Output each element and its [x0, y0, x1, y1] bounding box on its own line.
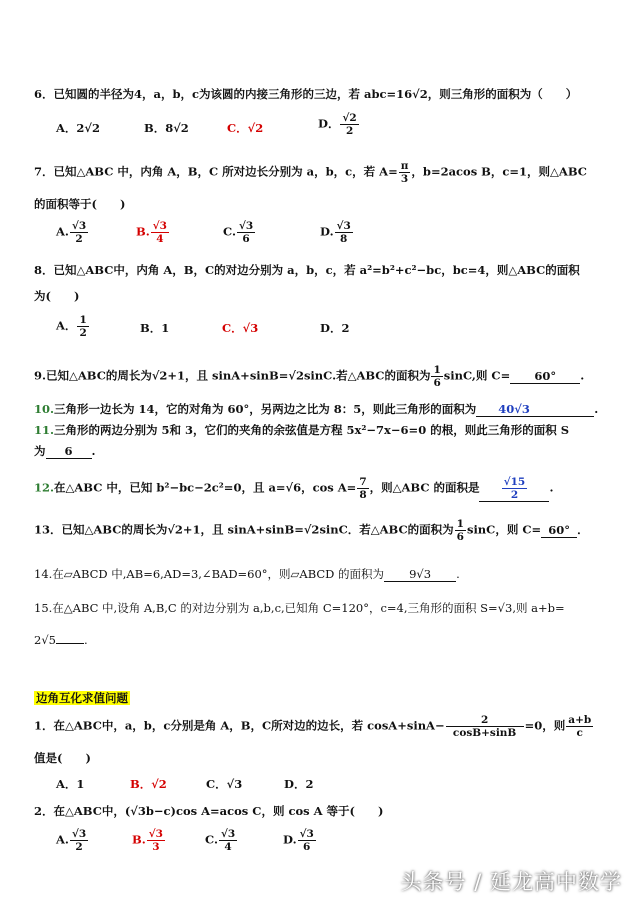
s2-option-b [132, 828, 166, 853]
q8-option-a-den: 2 [79, 327, 87, 339]
q6-option-a: A．2√2 [56, 121, 100, 135]
q15-answer: 2√5 [34, 633, 56, 647]
q7-text-b: ，b=2acos B，c=1，则△ABC [411, 164, 587, 179]
q7-option-d-label: D. [320, 224, 334, 239]
q6-option-c: C．√2 [227, 121, 264, 135]
q14-answer: 9√3 [384, 567, 456, 582]
q7-option-a-num: √3 [71, 220, 87, 232]
q7-option-b-num: √3 [152, 220, 167, 232]
q9-frac-den: 6 [433, 377, 441, 389]
q13-stem [34, 518, 589, 543]
q11-end: . [91, 444, 96, 458]
q11-answer: 6 [46, 444, 92, 459]
q7-text-a: 7．已知△ABC 中，内角 A，B，C 所对边长分别为 a，b，c，若 A= [34, 164, 398, 179]
q6-option-d-label: D． [318, 116, 340, 131]
s2-stem: 2．在△ABC中，(√3b−c)cos A=acos C，则 cos A 等于( ) [34, 804, 384, 818]
q10-text: 三角形一边长为 14，它的对角为 60°，另两边之比为 8：5，则此三角形的面积为 [54, 402, 477, 416]
q7-option-a-den: 2 [75, 233, 83, 245]
s2-option-c-label: C. [205, 832, 218, 847]
q9-frac-num: 1 [433, 364, 441, 376]
q15-blank [56, 643, 84, 644]
q7-option-a [56, 220, 89, 245]
q13-frac-num: 1 [456, 518, 464, 530]
s2-option-c-num: √3 [220, 828, 236, 840]
q13-end: ． [577, 522, 589, 537]
q8-stem-line2: 为( ) [34, 289, 80, 303]
q12-text-b: ，则△ABC 的面积是 [369, 480, 480, 495]
s2-option-d-label: D. [283, 832, 297, 847]
q7-option-a-label: A. [56, 224, 69, 239]
s1-frac-num: 2 [446, 714, 524, 727]
q15-stem-line1: 15.在△ABC 中,设角 A,B,C 的对边分别为 a,b,c,已知角 C=120°，c=4,三角形的面积 S=√3,则 a+b= [34, 601, 565, 615]
q7-pi-num: π [400, 160, 409, 172]
q6-option-b: B．8√2 [144, 121, 189, 135]
s1-option-d: D．2 [284, 777, 314, 791]
watermark: 头条号 / 延龙高中数学 [400, 870, 622, 894]
s1-stem-line1 [34, 714, 594, 739]
q9-text-a: 9.已知△ABC的周长为√2+1，且 sinA+sinB=√2sinC.若△ABC的面积为 [34, 368, 431, 383]
q7-option-b [136, 220, 170, 245]
q7-option-c-num: √3 [238, 220, 254, 232]
q12-end: . [549, 480, 554, 495]
q10-number: 10. [34, 402, 55, 416]
s1-option-a: A．1 [56, 777, 85, 791]
q7-stem-line1 [34, 160, 587, 185]
s2-option-d [283, 828, 317, 853]
s1-option-c: C．√3 [206, 777, 243, 791]
q7-option-c-label: C. [223, 224, 236, 239]
q8-option-a [56, 314, 90, 339]
s2-option-b-num: √3 [148, 828, 163, 840]
s2-option-a-num: √3 [71, 828, 87, 840]
q7-stem-line2: 的面积等于( ) [34, 197, 126, 211]
s2-option-a-den: 2 [75, 841, 83, 853]
s2-option-d-num: √3 [299, 828, 314, 840]
q7-option-d [320, 220, 354, 245]
q7-pi-den: 3 [400, 173, 409, 185]
q11-text: 三角形的两边分别为 5和 3，它们的夹角的余弦值是方程 5x²−7x−6=0 的根，则此三角形的面积 S [54, 423, 570, 437]
q14-stem [34, 566, 460, 582]
q8-stem-line1: 8．已知△ABC中，内角 A，B，C的对边分别为 a，b，c，若 a²=b²+c²−bc，bc=4，则△ABC的面积 [34, 263, 580, 277]
q9-stem [34, 364, 584, 389]
q13-text-a: 13．已知△ABC的周长为√2+1，且 sinA+sinB=√2sinC．若△ABC的面积为 [34, 522, 454, 537]
s2-option-a [56, 828, 89, 853]
q8-option-a-num: 1 [79, 314, 87, 326]
q14-text: 14.在▱ABCD 中,AB=6,AD=3,∠BAD=60°，则▱ABCD 的面积为 [34, 567, 385, 581]
q6-option-d-num: √2 [342, 112, 357, 124]
q8-option-d: D．2 [320, 321, 350, 335]
s2-option-d-den: 6 [303, 841, 311, 853]
s1-ratio-num: a+b [568, 714, 592, 726]
q11-number: 11. [34, 423, 55, 437]
s1-option-b: B．√2 [130, 777, 167, 791]
q10-answer: 40√3 [476, 402, 594, 417]
q7-option-b-label: B. [136, 224, 150, 239]
q8-option-a-label: A． [56, 318, 77, 333]
s2-option-c [205, 828, 238, 853]
q6-option-d [318, 112, 360, 137]
q15-stem-line2 [34, 632, 88, 648]
q6-stem: 6．已知圆的半径为4，a，b，c为该圆的内接三角形的三边，若 abc=16√2，则三角形的面积为（ ） [34, 87, 578, 101]
s1-text-a: 1．在△ABC中，a，b，c分别是角 A，B，C所对边的边长，若 cosA+sinA− [34, 718, 445, 733]
q9-end: . [580, 368, 585, 383]
section-heading [34, 690, 130, 706]
q12-stem [34, 476, 554, 502]
section-title: 边角互化求值问题 [36, 691, 128, 705]
s1-frac-den: cosB+sinB [452, 727, 517, 739]
q13-text-b: sinC，则 C= [466, 522, 542, 537]
q8-option-c: C．√3 [222, 321, 259, 335]
q14-end: . [456, 567, 460, 581]
q13-frac-den: 6 [456, 531, 464, 543]
q10-stem [34, 401, 598, 417]
q12-frac-num: 7 [359, 476, 367, 488]
s1-ratio-den: c [576, 727, 583, 739]
q13-answer: 60° [541, 523, 577, 538]
q8-option-b: B．1 [140, 321, 170, 335]
q7-option-c-den: 6 [242, 233, 250, 245]
s2-option-c-den: 4 [224, 841, 232, 853]
q7-option-c [223, 220, 256, 245]
q9-answer: 60° [510, 369, 580, 384]
q7-option-b-den: 4 [156, 233, 164, 245]
q12-answer-num: √15 [503, 476, 526, 488]
q7-option-d-num: √3 [336, 220, 351, 232]
s1-text-b: =0，则 [524, 718, 566, 733]
q12-number: 12. [34, 480, 55, 495]
q11-stem-line2 [34, 443, 96, 459]
s1-stem-line2: 值是( ) [34, 751, 91, 765]
q9-text-b: sinC,则 C= [443, 368, 511, 383]
q15-end: . [83, 633, 88, 647]
q11-stem-line1 [34, 422, 569, 438]
q10-end: . [594, 402, 599, 416]
s2-option-a-label: A. [56, 832, 69, 847]
q12-answer-den: 2 [510, 489, 519, 501]
q12-frac-den: 8 [359, 489, 367, 501]
s2-option-b-label: B. [132, 832, 146, 847]
q12-text-a: 在△ABC 中，已知 b²−bc−2c²=0，且 a=√6，cos A= [54, 480, 357, 495]
q6-option-d-den: 2 [345, 125, 354, 137]
q7-option-d-den: 8 [340, 233, 348, 245]
q11-text-b: 为 [34, 444, 46, 458]
s2-option-b-den: 3 [152, 841, 160, 853]
